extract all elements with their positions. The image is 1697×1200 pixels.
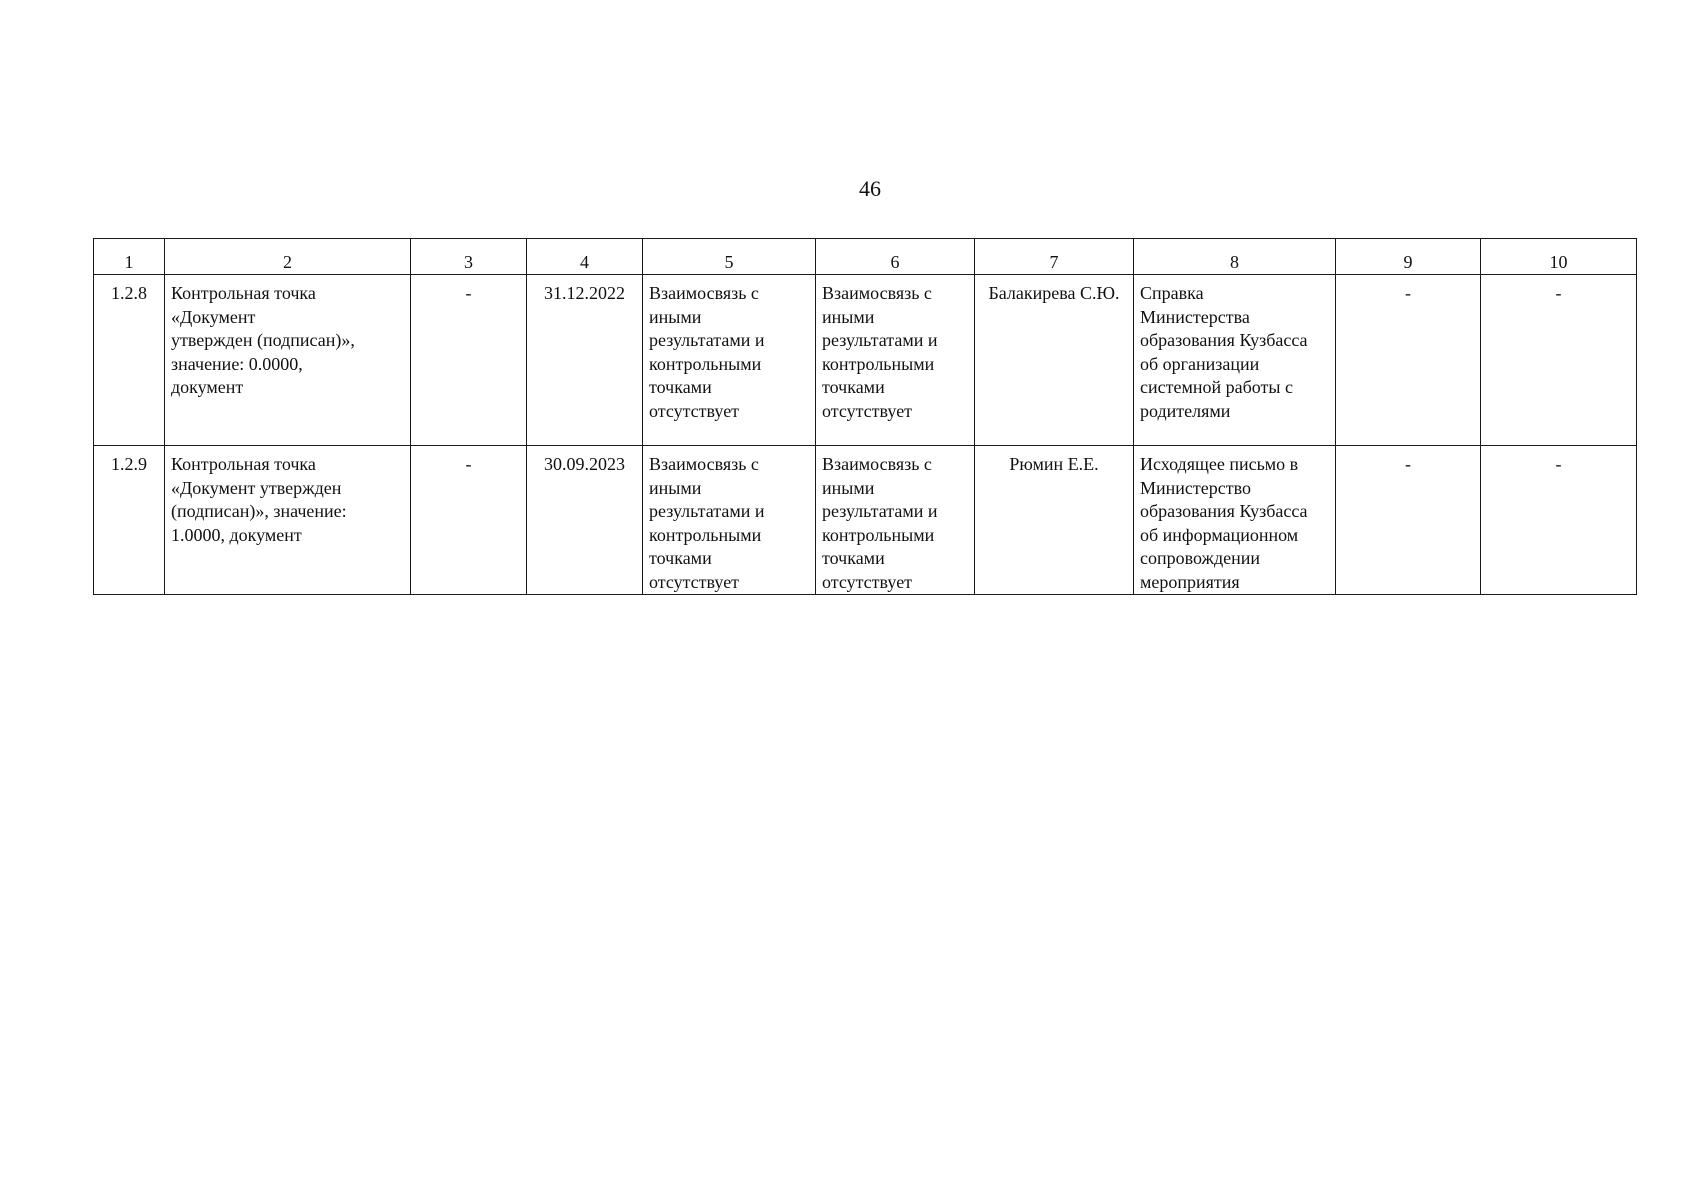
column-header-8: 8 (1134, 239, 1336, 275)
confirming-document: Исходящее письмо в Министерство образования Кузбасса об информационном сопровождении мероприятия (1134, 446, 1336, 595)
cell-col3: - (411, 275, 527, 446)
cell-col9: - (1336, 446, 1481, 595)
control-points-table (93, 238, 1637, 595)
cell-col10: - (1481, 446, 1637, 595)
column-header-9: 9 (1336, 239, 1481, 275)
page-number: 46 (859, 176, 881, 201)
column-header-6: 6 (816, 239, 975, 275)
row-number: 1.2.8 (94, 275, 165, 446)
due-date: 30.09.2023 (527, 446, 643, 595)
link-previous: Взаимосвязь с иными результатами и контрольными точками отсутствует (643, 275, 816, 446)
column-header-4: 4 (527, 239, 643, 275)
due-date: 31.12.2022 (527, 275, 643, 446)
link-next: Взаимосвязь с иными результатами и контрольными точками отсутствует (816, 275, 975, 446)
confirming-document: Справка Министерства образования Кузбасса об организации системной работы с родителями (1134, 275, 1336, 446)
link-previous: Взаимосвязь с иными результатами и контрольными точками отсутствует (643, 446, 816, 595)
header-row (94, 239, 1637, 275)
cell-col9: - (1336, 275, 1481, 446)
link-next: Взаимосвязь с иными результатами и контрольными точками отсутствует (816, 446, 975, 595)
column-header-1: 1 (94, 239, 165, 275)
control-point-name: Контрольная точка «Документ утвержден (подписан)», значение: 0.0000, документ (165, 275, 411, 446)
column-header-10: 10 (1481, 239, 1637, 275)
table-row (94, 275, 1637, 446)
cell-col3: - (411, 446, 527, 595)
responsible-person: Рюмин Е.Е. (975, 446, 1134, 595)
responsible-person: Балакирева С.Ю. (975, 275, 1134, 446)
column-header-7: 7 (975, 239, 1134, 275)
table-row (94, 446, 1637, 595)
cell-col10: - (1481, 275, 1637, 446)
row-number: 1.2.9 (94, 446, 165, 595)
control-point-name: Контрольная точка «Документ утвержден (подписан)», значение: 1.0000, документ (165, 446, 411, 595)
column-header-2: 2 (165, 239, 411, 275)
column-header-3: 3 (411, 239, 527, 275)
column-header-5: 5 (643, 239, 816, 275)
